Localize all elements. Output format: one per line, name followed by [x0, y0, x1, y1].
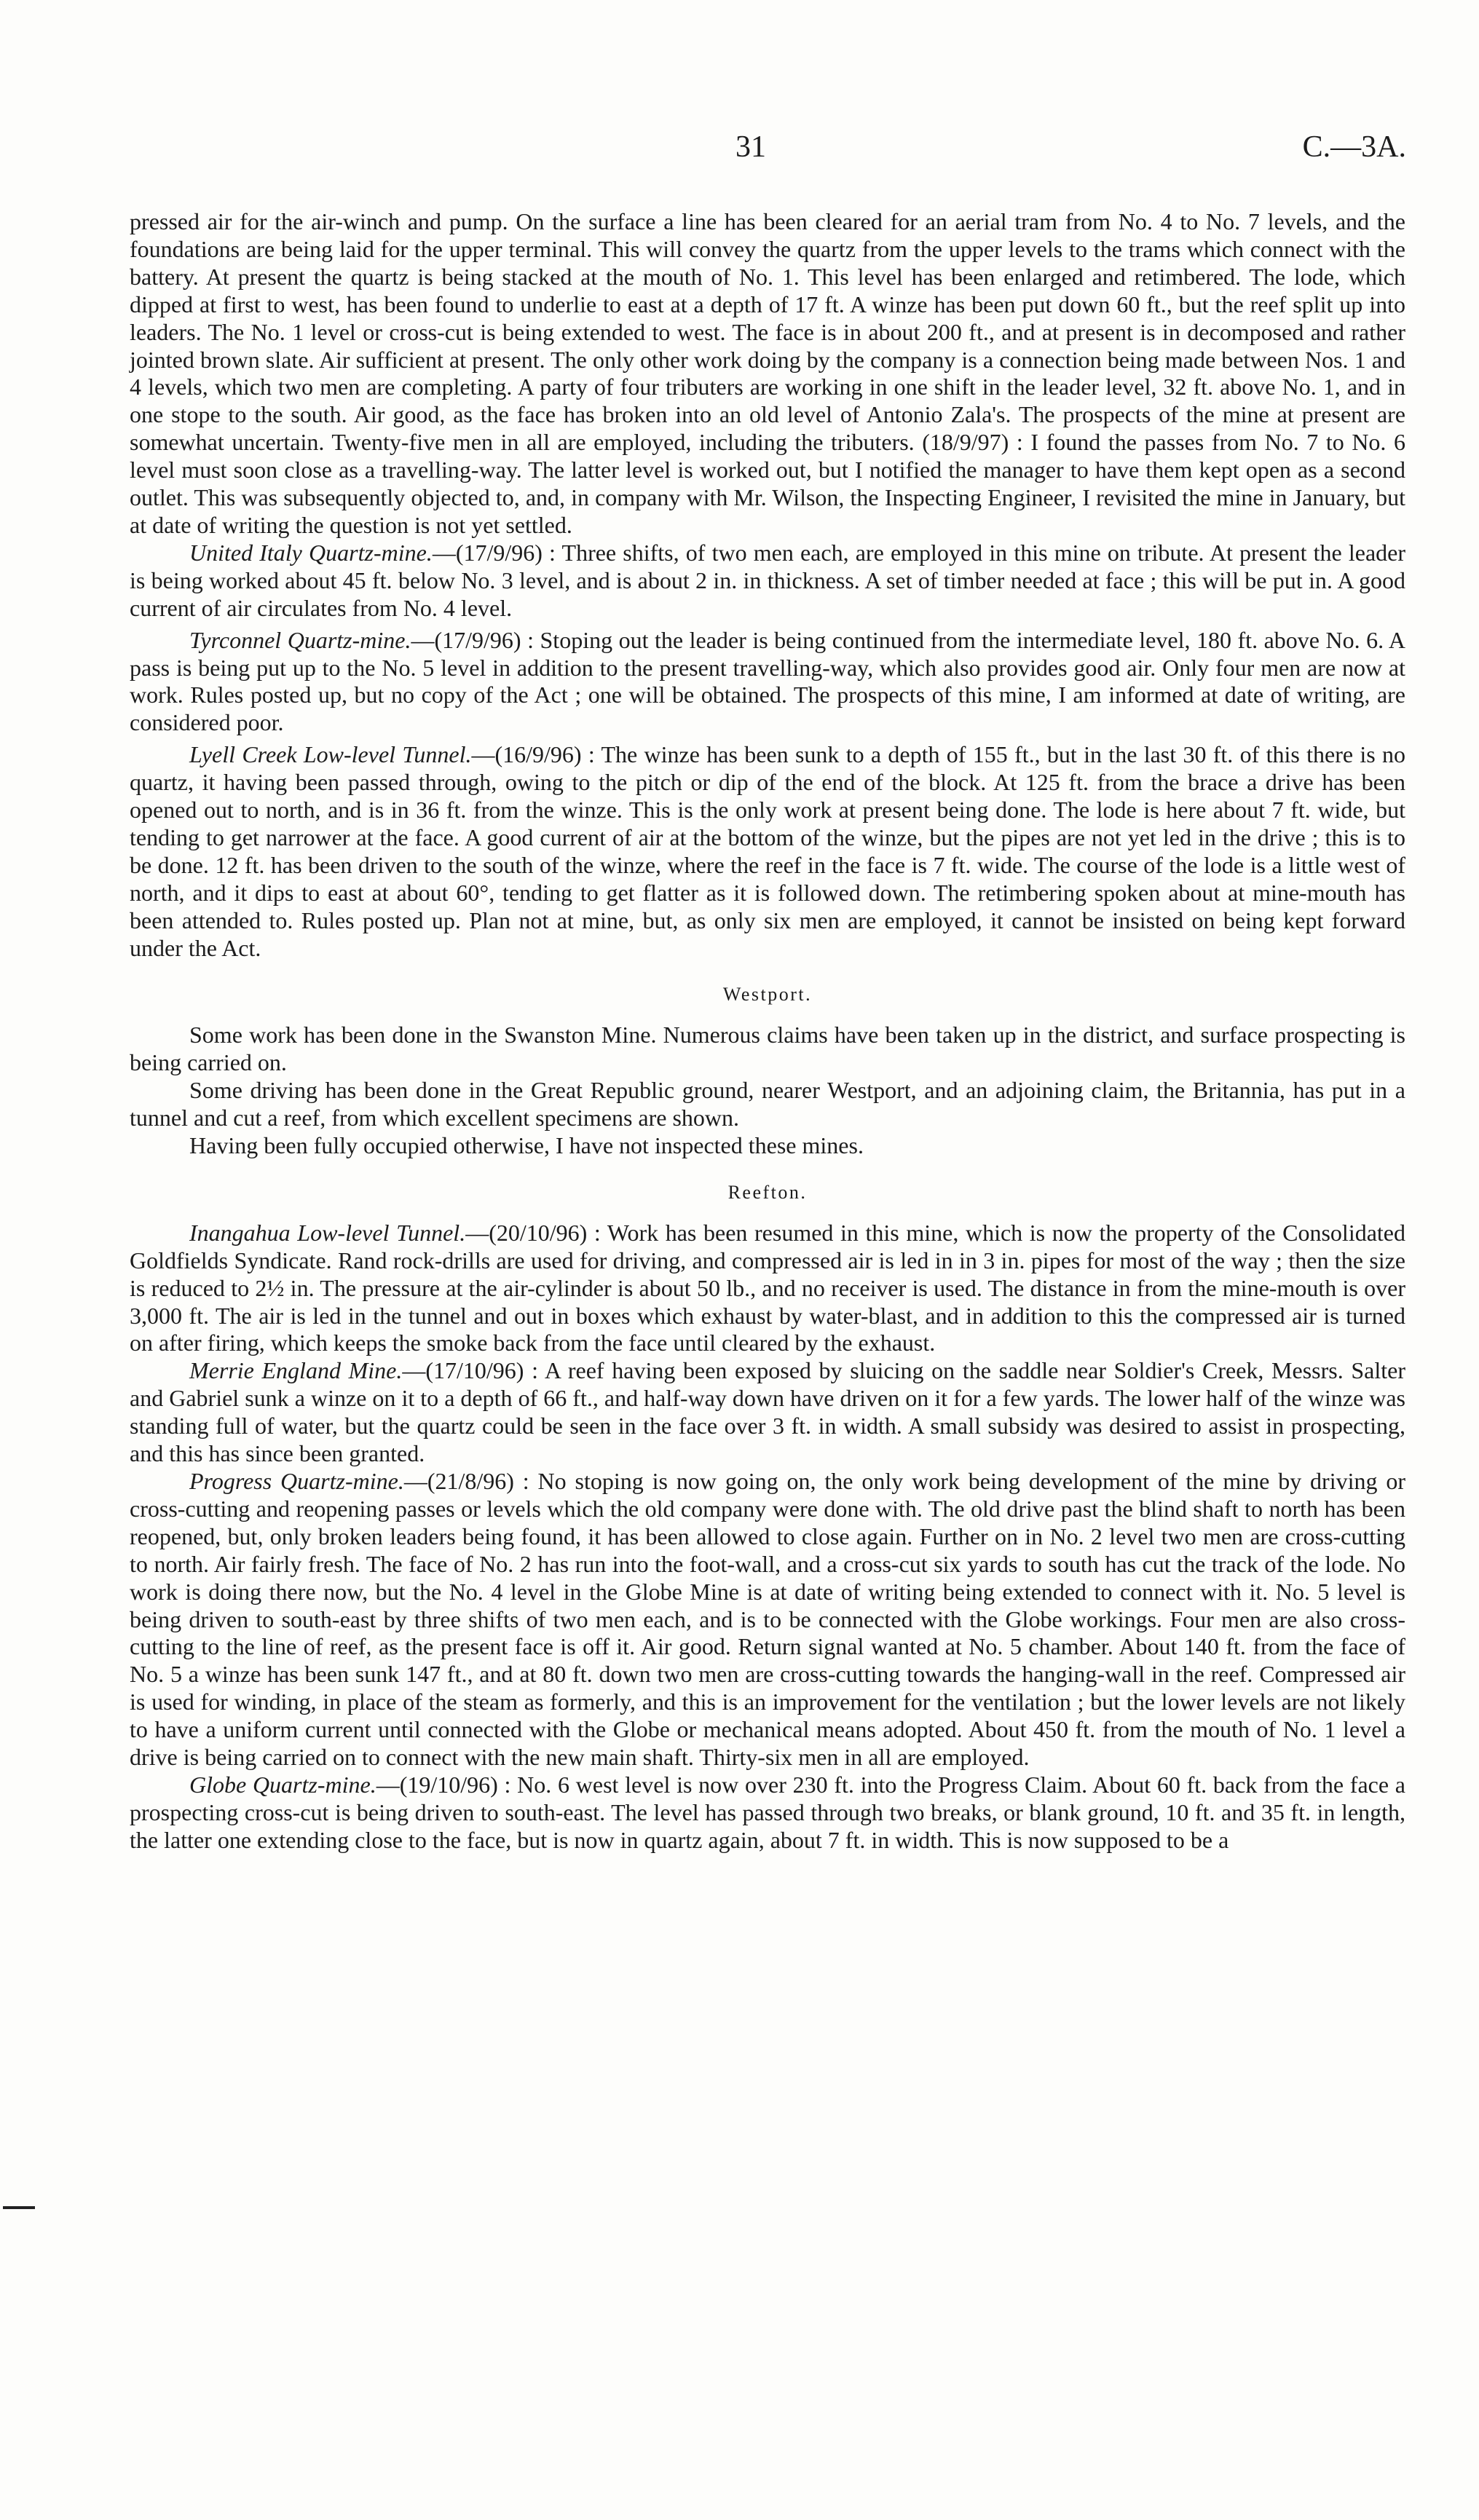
- section-heading-reefton: Reefton.: [727, 1181, 808, 1203]
- paragraph: Inangahua Low-level Tunnel.—(20/10/96) : Work has been resumed in this mine, which is now the property of the Consolidated Goldfields Syndicate. Rand rock-drills are used for driving, and compressed air is led in in 3 in. pipes for most of the way ; then the size is reduced to 2½ in. The pressure at the air-cylinder is about 50 lb., and no receiver is used. The distance in from the mine-mouth is over 3,000 ft. The air is led in the tunnel and out in boxes which exhaust by water-blast, and in addition to this the compressed air is turned on after firing, which keeps the smoke back from the face until cleared by the exhaust.: [130, 1219, 1405, 1356]
- margin-mark: [3, 2206, 35, 2209]
- paragraph: pressed air for the air-winch and pump. On the surface a line has been cleared for an aerial tram from No. 4 to No. 7 levels, and the foundations are being laid for the upper terminal. This will convey the quartz from the upper levels to the trams which connect with the battery. At present the quartz is being stacked at the mouth of No. 1. This level has been enlarged and retimbered. The lode, which dipped at first to west, has been found to underlie to east at a depth of 17 ft. A winze has been put down 60 ft., but the reef split up into leaders. The No. 1 level or cross-cut is being extended to west. The face is in about 200 ft., and at present is in decomposed and rather jointed brown slate. Air sufficient at present. The only other work doing by the company is a connection being made between Nos. 1 and 4 levels, which two men are completing. A party of four tributers are working in one shift in the leader level, 32 ft. above No. 1, and in one stope to the south. Air good, as the face has broken into an old level of Antonio Zala's. The prospects of the mine at present are somewhat uncertain. Twenty-five men in all are employed, including the tributers. (18/9/97) : I found the passes from No. 7 to No. 6 level must soon close as a travelling-way. The latter level is worked out, but I notified the manager to have them kept open as a second outlet. This was subsequently objected to, and, in company with Mr. Wilson, the Inspecting Engineer, I revisited the mine in January, but at date of writing the question is not yet settled.: [130, 208, 1405, 538]
- document-code: C.—3A.: [1302, 130, 1406, 164]
- mine-title: United Italy Quartz-mine.: [189, 539, 433, 566]
- paragraph: Progress Quartz-mine.—(21/8/96) : No stoping is now going on, the only work being development of the mine by driving or cross-cutting and reopening passes or levels which the old company were done with. The old drive past the blind shaft to north has been reopened, but, only broken leaders being found, it has been allowed to close again. Further on in No. 2 level two men are cross-cutting to north. Air fairly fresh. The face of No. 2 has run into the foot-wall, and a cross-cut six yards to south has cut the track of the lode. No work is doing there now, but the No. 4 level in the Globe Mine is at date of writing being extended to connect with it. No. 5 level is being driven to south-east by three shifts of two men each, and is to be connected with the Globe workings. Four men are also cross-cutting to the line of reef, as the present face is off it. Air good. Return signal wanted at No. 5 chamber. About 140 ft. from the face of No. 5 a winze has been sunk 147 ft., and at 80 ft. down two men are cross-cutting towards the hanging-wall in the reef. Compressed air is used for winding, in place of the steam as formerly, and this is an improvement for the ventilation ; but the lower levels are not likely to have a uniform current until connected with the Globe or mechanical means adopted. About 450 ft. from the mouth of No. 1 level a drive is being carried on to connect with the new main shaft. Thirty-six men in all are employed.: [130, 1467, 1406, 1771]
- mine-title: Globe Quartz-mine.: [189, 1771, 376, 1798]
- mine-title: Progress Quartz-mine.: [189, 1467, 404, 1494]
- paragraph: Some driving has been done in the Great Republic ground, nearer Westport, and an adjoining claim, the Britannia, has put in a tunnel and cut a reef, from which excellent specimens are shown.: [130, 1077, 1405, 1131]
- paragraph: Some work has been done in the Swanston Mine. Numerous claims have been taken up in the district, and surface prospecting is being carried on.: [130, 1022, 1405, 1076]
- page-number: 31: [735, 130, 766, 164]
- paragraph: Lyell Creek Low-level Tunnel.—(16/9/96) : The winze has been sunk to a depth of 155 ft., but in the last 30 ft. of this there is no quartz, it having been passed through, owing to the pitch or dip of the end of the block. At 125 ft. from the brace a drive has been opened out to north, and is in 36 ft. from the winze. This is the only work at present being done. The lode is here about 7 ft. wide, but tending to get narrower at the face. A good current of air at the bottom of the winze, but the pipes are not yet led in the drive ; this is to be done. 12 ft. has been driven to the south of the winze, where the reef in the face is 7 ft. wide. The course of the lode is a little west of north, and it dips to east at about 60°, tending to get flatter as it is followed down. The retimbering spoken about at mine-mouth has been attended to. Rules posted up. Plan not at mine, but, as only six men are employed, it cannot be insisted on being kept forward under the Act.: [130, 741, 1406, 961]
- document-body: [130, 208, 1405, 1855]
- mine-title: Tyrconnel Quartz-mine.: [189, 626, 411, 653]
- paragraph: Tyrconnel Quartz-mine.—(17/9/96) : Stoping out the leader is being continued from the intermediate level, 180 ft. above No. 6. A pass is being put up to the No. 5 level in addition to the present travelling-way, which also provides good air. Only four men are now at work. Rules posted up, but no copy of the Act ; one will be obtained. The prospects of this mine, I am informed at date of writing, are considered poor.: [130, 626, 1406, 736]
- mine-title: Inangahua Low-level Tunnel.: [189, 1219, 466, 1246]
- mine-title: Lyell Creek Low-level Tunnel.: [189, 741, 472, 768]
- page-header: [0, 130, 1479, 173]
- mine-title: Merrie England Mine.: [189, 1357, 403, 1384]
- paragraph: United Italy Quartz-mine.—(17/9/96) : Three shifts, of two men each, are employed in this mine on tribute. At present the leader is being worked about 45 ft. below No. 3 level, and is about 2 in. in thickness. A set of timber needed at face ; this will be put in. A good current of air circulates from No. 4 level.: [130, 539, 1406, 621]
- paragraph: Having been fully occupied otherwise, I have not inspected these mines.: [189, 1132, 864, 1158]
- paragraph: Globe Quartz-mine.—(19/10/96) : No. 6 west level is now over 230 ft. into the Progress Claim. About 60 ft. back from the face a prospecting cross-cut is being driven to south-east. The level has passed through two breaks, or blank ground, 10 ft. and 35 ft. in length, the latter one extending close to the face, but is now in quartz again, about 7 ft. in width. This is now supposed to be a: [130, 1771, 1406, 1853]
- section-heading-westport: Westport.: [722, 984, 813, 1006]
- paragraph: Merrie England Mine.—(17/10/96) : A reef having been exposed by sluicing on the saddle near Soldier's Creek, Messrs. Salter and Gabriel sunk a winze on it to a depth of 66 ft., and half-way down have driven on it for a few yards. The lower half of the winze was standing full of water, but the quartz could be seen in the face over 3 ft. in width. A small subsidy was desired to assist in prospecting, and this has since been granted.: [130, 1357, 1406, 1467]
